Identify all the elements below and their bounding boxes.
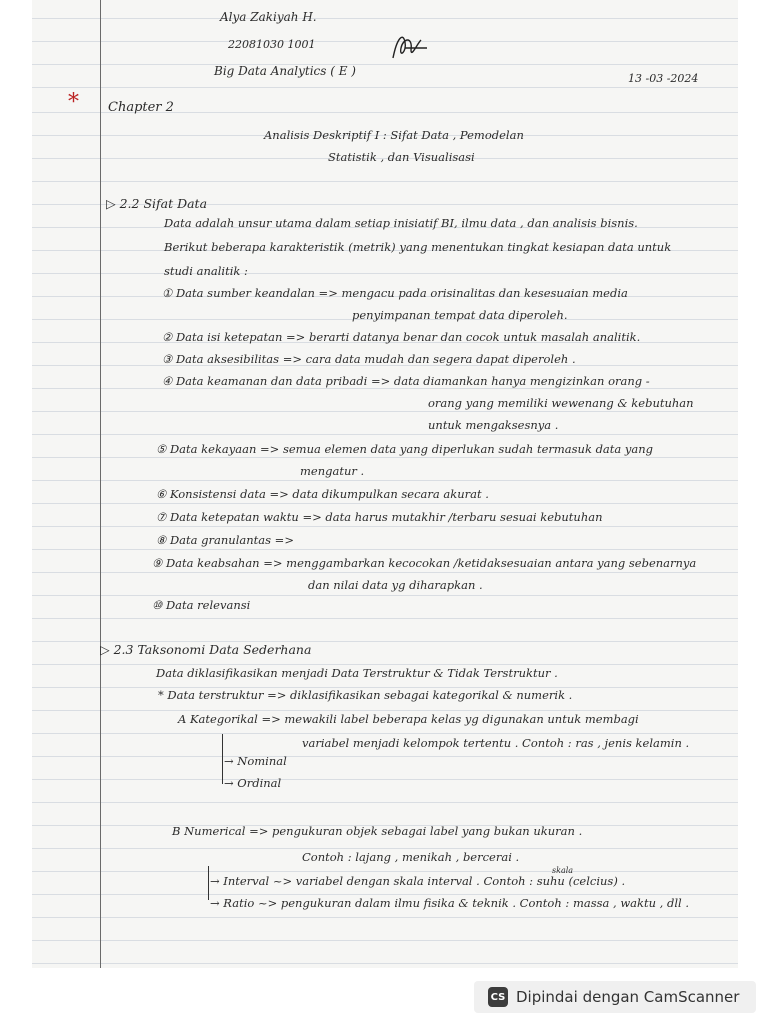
camscanner-label: Dipindai dengan CamScanner: [516, 988, 740, 1006]
list-item-continuation: untuk mengaksesnya .: [428, 418, 559, 432]
list-item: ① Data sumber keandalan => mengacu pada orisinalitas dan kesesuaian media: [162, 286, 628, 300]
student-id: 22081030 1001: [228, 38, 316, 51]
student-name: Alya Zakiyah H.: [220, 10, 317, 24]
section-2-2-intro-3: studi analitik :: [164, 264, 248, 278]
list-item: ⑨ Data keabsahan => menggambarkan kecocokan /ketidaksesuaian antara yang sebenarnya: [152, 556, 697, 570]
chapter-label: Chapter 2: [108, 100, 174, 115]
list-item-continuation: dan nilai data yg diharapkan .: [308, 578, 483, 592]
course-name: Big Data Analytics ( E ): [214, 64, 356, 78]
ordinal-label: → Ordinal: [224, 776, 282, 790]
list-item: ③ Data aksesibilitas => cara data mudah dan segera dapat diperoleh .: [162, 352, 576, 366]
list-item: ⑩ Data relevansi: [152, 598, 251, 612]
nominal-label: → Nominal: [224, 754, 287, 768]
page-title-line-2: Statistik , dan Visualisasi: [328, 150, 475, 164]
date: 13 -03 -2024: [628, 72, 699, 85]
categorical-line-2: variabel menjadi kelompok tertentu . Contoh : ras , jenis kelamin .: [302, 736, 690, 750]
ratio-label: → Ratio ~> pengukuran dalam ilmu fisika & teknik . Contoh : massa , waktu , dll .: [210, 896, 690, 910]
list-item: ⑥ Konsistensi data => data dikumpulkan secara akurat .: [156, 487, 489, 501]
branch-line: [222, 734, 223, 784]
signature: [387, 28, 431, 64]
list-item-continuation: orang yang memiliki wewenang & kebutuhan: [428, 396, 694, 410]
margin-line: [100, 0, 101, 968]
list-item: ⑦ Data ketepatan waktu => data harus mutakhir /terbaru sesuai kebutuhan: [156, 510, 603, 524]
section-2-2-intro-2: Berikut beberapa karakteristik (metrik) yang menentukan tingkat kesiapan data untuk: [164, 240, 672, 254]
list-item: ⑧ Data granulantas =>: [156, 533, 294, 547]
section-2-3-heading: ▷ 2.3 Taksonomi Data Sederhana: [100, 642, 312, 657]
camscanner-watermark: [474, 981, 756, 1013]
categorical-line-1: A Kategorikal => mewakili label beberapa kelas yg digunakan untuk membagi: [178, 712, 639, 726]
list-item: ④ Data keamanan dan data pribadi => data diamankan hanya mengizinkan orang -: [162, 374, 650, 388]
structured-data-bullet: * Data terstruktur => diklasifikasikan sebagai kategorikal & numerik .: [158, 688, 573, 702]
list-item: ② Data isi ketepatan => berarti datanya benar dan cocok untuk masalah analitik.: [162, 330, 641, 344]
numerical-line-2: Contoh : lajang , menikah , bercerai .: [302, 850, 520, 864]
page-title-line-1: Analisis Deskriptif I : Sifat Data , Pemodelan: [264, 128, 524, 142]
branch-line: [208, 866, 209, 900]
list-item-continuation: mengatur .: [300, 464, 365, 478]
camscanner-icon: CS: [488, 987, 508, 1007]
list-item-continuation: penyimpanan tempat data diperoleh.: [352, 308, 568, 322]
notebook-page: [32, 0, 738, 968]
section-2-2-intro-1: Data adalah unsur utama dalam setiap inisiatif BI, ilmu data , dan analisis bisnis.: [164, 216, 638, 230]
interval-note: skala: [552, 866, 574, 875]
list-item: ⑤ Data kekayaan => semua elemen data yang diperlukan sudah termasuk data yang: [156, 442, 654, 456]
numerical-line-1: B Numerical => pengukuran objek sebagai label yang bukan ukuran .: [172, 824, 583, 838]
section-2-2-heading: ▷ 2.2 Sifat Data: [106, 196, 208, 211]
section-2-3-intro: Data diklasifikasikan menjadi Data Terstruktur & Tidak Terstruktur .: [156, 666, 558, 680]
asterisk-marker: *: [68, 90, 79, 115]
interval-label: → Interval ~> variabel dengan skala interval . Contoh : suhu (celcius) .: [210, 874, 626, 888]
